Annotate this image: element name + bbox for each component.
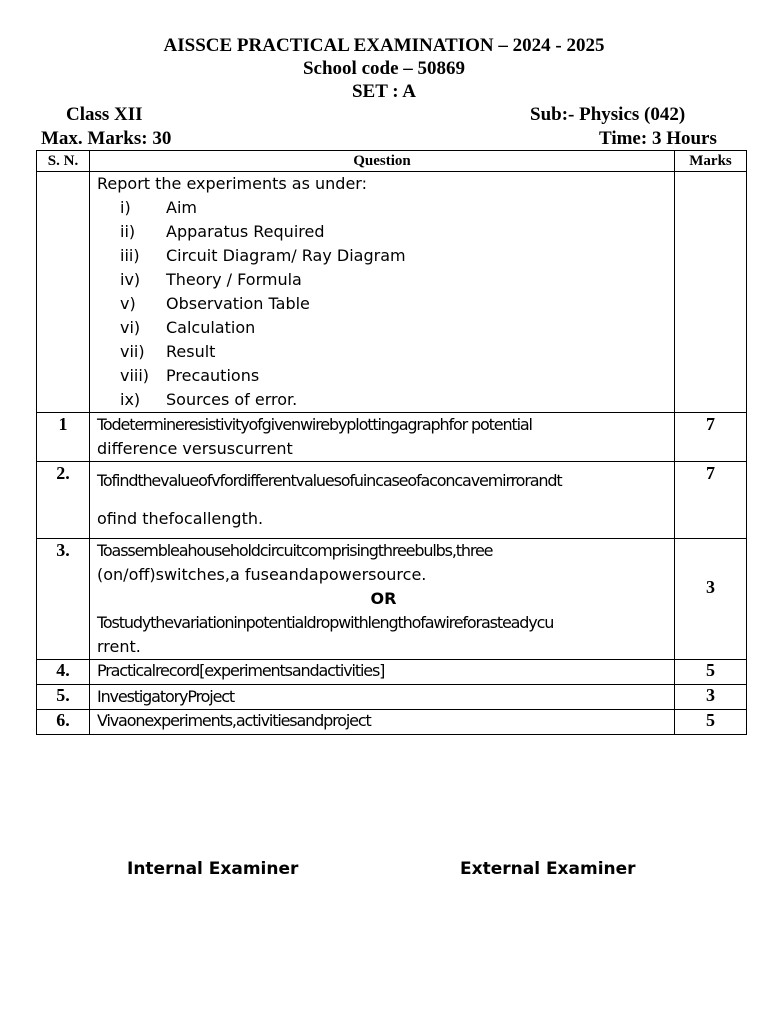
intro-item: ii) Apparatus Required: [120, 222, 325, 241]
or-label: OR: [370, 589, 397, 608]
intro-text: Report the experiments as under:: [97, 174, 367, 193]
max-marks-label: Max. Marks: 30: [41, 128, 172, 149]
question-line: difference versuscurrent: [97, 439, 293, 458]
intro-item: viii) Precautions: [120, 366, 260, 385]
question-line: rrent.: [97, 637, 141, 656]
question-line: Practicalrecord[experimentsandactivities]: [97, 661, 385, 680]
set-label: SET : A: [351, 81, 417, 102]
marks-cell: 5: [675, 710, 747, 735]
sn-cell-intro: [37, 172, 90, 413]
intro-item: vii) Result: [120, 342, 216, 361]
external-examiner-label: External Examiner: [460, 859, 636, 879]
time-label: Time: 3 Hours: [599, 128, 717, 149]
question-line: ofind thefocallength.: [97, 509, 264, 528]
intro-item: vi) Calculation: [120, 318, 256, 337]
question-header: Question: [90, 151, 675, 172]
marks-header: Marks: [675, 151, 747, 172]
marks-cell: 7: [675, 462, 747, 539]
marks-cell: 5: [675, 660, 747, 685]
table-row: [37, 413, 747, 462]
sn-cell: 1: [37, 413, 90, 462]
question-line: Todetermineresistivityofgivenwirebyplottingagraphfor potential: [97, 415, 532, 434]
intro-item: iv) Theory / Formula: [120, 270, 302, 289]
question-line: Toassembleahouseholdcircuitcomprisingthreebulbs,three: [97, 541, 493, 560]
question-line: Tofindthevalueofvfordifferentvaluesofuincaseofaconcavemirrorandt: [97, 471, 562, 490]
question-cell: [90, 685, 675, 710]
table-row: [37, 539, 747, 660]
sn-cell: 3.: [37, 539, 90, 660]
question-cell: [90, 413, 675, 462]
subject-label: Sub:- Physics (042): [530, 104, 686, 125]
intro-item: i) Aim: [120, 198, 197, 217]
marks-cell: 3: [675, 539, 747, 660]
sn-cell: 2.: [37, 462, 90, 539]
table-row: [37, 660, 747, 685]
intro-item: ix) Sources of error.: [120, 390, 298, 409]
intro-item: v) Observation Table: [120, 294, 310, 313]
school-code: School code – 50869: [302, 58, 466, 79]
marks-cell: 7: [675, 413, 747, 462]
marks-cell: 3: [675, 685, 747, 710]
question-cell: [90, 462, 675, 539]
question-cell: [90, 710, 675, 735]
table-header-row: [37, 151, 747, 172]
question-cell-intro: [90, 172, 675, 413]
sn-cell: 6.: [37, 710, 90, 735]
table-row: [37, 685, 747, 710]
internal-examiner-label: Internal Examiner: [127, 859, 299, 879]
table-row: [37, 462, 747, 539]
question-line: (on/off)switches,a fuseandapowersource.: [97, 565, 427, 584]
table-row: [37, 710, 747, 735]
question-line: Vivaonexperiments,activitiesandproject: [97, 711, 371, 730]
question-table: [36, 150, 747, 735]
sn-cell: 4.: [37, 660, 90, 685]
sn-header: S. N.: [37, 151, 90, 172]
exam-title: AISSCE PRACTICAL EXAMINATION – 2024 - 2025: [163, 35, 605, 56]
marks-cell-intro: [675, 172, 747, 413]
sn-cell: 5.: [37, 685, 90, 710]
table-row-intro: [37, 172, 747, 413]
question-cell: [90, 660, 675, 685]
question-line: Tostudythevariationinpotentialdropwithlengthofawireforasteadycu: [97, 613, 554, 632]
class-label: Class XII: [66, 104, 143, 125]
intro-item: iii) Circuit Diagram/ Ray Diagram: [120, 246, 406, 265]
question-line: InvestigatoryProject: [97, 687, 235, 706]
question-cell: [90, 539, 675, 660]
